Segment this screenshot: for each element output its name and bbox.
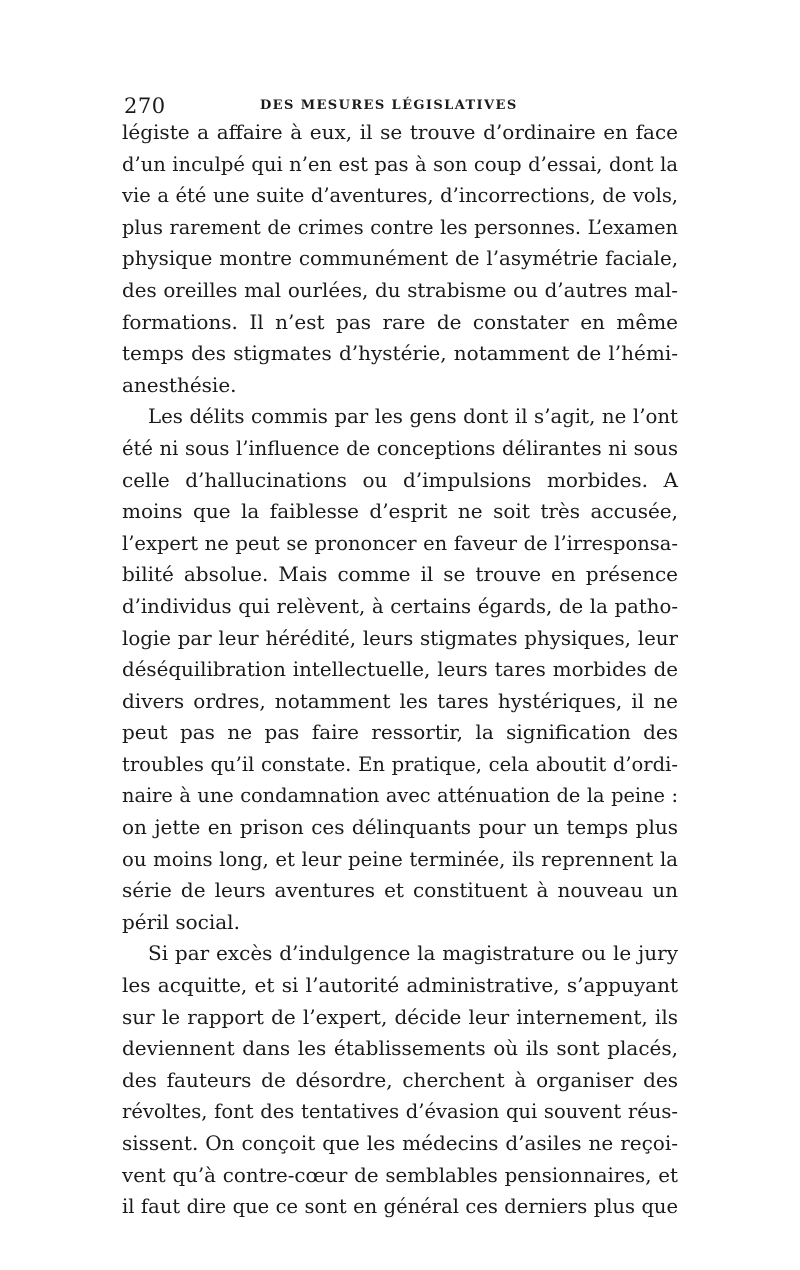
text-line: bilité absolue. Mais comme il se trouve en présence [122,562,678,587]
paragraph-end-line: péril social. [122,909,240,934]
paragraph-start-line: Si par excès d’indulgence la magistrature ou le jury [148,941,678,966]
text-line: celle d’hallucinations ou d’impulsions morbides. A [122,467,678,492]
text-line: formations. Il n’est pas rare de constater en même [122,309,678,334]
text-line: ou moins long, et leur peine terminée, ils reprennent la [122,847,678,871]
text-line: plus rarement de crimes contre les personnes. L’examen [122,215,678,239]
text-line: été ni sous l’influence de conceptions délirantes ni sous [122,436,678,460]
text-line: sur le rapport de l’expert, décide leur internement, ils [122,1004,678,1029]
text-line: l’expert ne peut se prononcer en faveur de l’irresponsa- [122,531,678,555]
text-line: moins que la faiblesse d’esprit ne soit très accusée, [122,499,678,524]
text-line: révoltes, font des tentatives d’évasion qui souvent réus- [122,1100,678,1124]
paragraph-start-line: Les délits commis par les gens dont il s’agit, ne l’ont [148,405,678,429]
text-line: vie a été une suite d’aventures, d’incorrections, de vols, [122,184,678,208]
text-line: deviennent dans les établissements où ils sont placés, [122,1036,678,1061]
text-line: peut pas ne pas faire ressortir, la signification des [122,720,678,745]
text-line: on jette en prison ces délinquants pour un temps plus [122,815,678,840]
text-line: physique montre communément de l’asymétrie faciale, [122,247,678,271]
text-line: d’individus qui relèvent, à certains égards, de la patho- [122,594,678,618]
text-line: logie par leur hérédité, leurs stigmates physiques, leur [122,626,678,650]
text-line: des oreilles mal ourlées, du strabisme ou d’autres mal- [122,278,678,302]
text-line: déséquilibration intellectuelle, leurs tares morbides de [122,658,678,682]
text-line: troubles qu’il constate. En pratique, cela aboutit d’ordi- [122,752,678,776]
text-line: des fauteurs de désordre, cherchent à organiser des [122,1067,678,1092]
running-head [124,93,680,119]
text-line: sissent. On conçoit que les médecins d’asiles ne reçoi- [122,1131,678,1155]
text-line: naire à une condamnation avec atténuation de la peine : [122,784,678,808]
paragraph-end-line: anesthésie. [122,372,237,397]
text-line: série de leurs aventures et constituent à nouveau un [122,878,678,903]
page-number: 270 [124,94,166,118]
text-line: les acquitte, et si l’autorité administrative, s’appuyant [122,973,678,998]
text-line: vent qu’à contre-cœur de semblables pensionnaires, et [122,1163,678,1187]
text-line: d’un inculpé qui n’en est pas à son coup d’essai, dont la [122,152,678,176]
text-line: temps des stigmates d’hystérie, notamment de l’hémi- [122,341,678,366]
body-text [122,117,678,1223]
text-line: il faut dire que ce sont en général ces derniers plus que [122,1195,678,1219]
running-title: DES MESURES LÉGISLATIVES [260,98,518,113]
text-line: légiste a affaire à eux, il se trouve d’ordinaire en face [122,120,678,144]
text-line: divers ordres, notamment les tares hystériques, il ne [122,688,678,713]
